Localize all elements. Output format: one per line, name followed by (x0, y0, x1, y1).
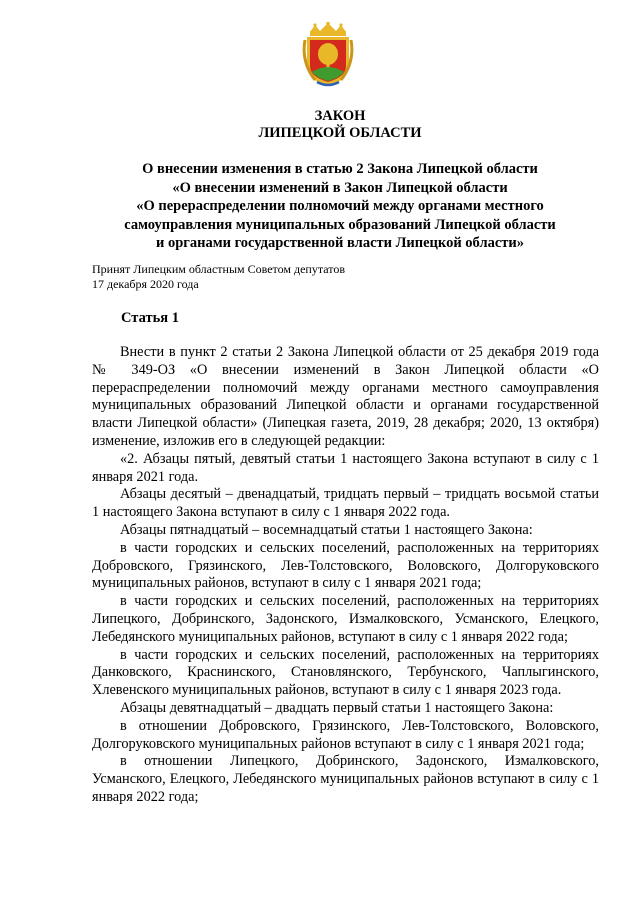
law-subtitle (70, 160, 610, 253)
paragraph: Абзацы пятнадцатый – восемнадцатый статьи 1 настоящего Закона: (120, 521, 533, 538)
subtitle-line: О внесении изменения в статью 2 Закона Липецкой области (142, 161, 538, 177)
adoption-note (92, 262, 345, 292)
paragraph: Внести в пункт 2 статьи 2 Закона Липецкой области от 25 декабря 2019 года № 349-ОЗ «О внесении изменений в Закон Липецкой области «О перераспределении полномочий между органами местного самоуправления муниципальных образований Липецкой области и органами государственной власти Липецкой области» (Липецкая газета, 2019, 28 декабря; 2020, 13 октября) изменение, изложив его в следующей редакции: (92, 344, 599, 449)
article-body (92, 344, 599, 807)
subtitle-line: «О внесении изменений в Закон Липецкой области (172, 179, 508, 196)
paragraph: в отношении Добровского, Грязинского, Лев-Толстовского, Воловского, Долгоруковского муниципальных районов вступают в силу с 1 января 2021 года; (92, 717, 599, 752)
article-heading: Статья 1 (121, 310, 179, 326)
adoption-date: 17 декабря 2020 года (92, 277, 199, 291)
lipetsk-coat-of-arms-icon (301, 22, 355, 88)
adoption-body: Принят Липецким областным Советом депутатов (92, 262, 346, 276)
law-title: ЗАКОН (314, 108, 366, 124)
law-region: ЛИПЕЦКОЙ ОБЛАСТИ (258, 125, 422, 141)
subtitle-line: и органами государственной власти Липецкой области» (155, 235, 524, 251)
paragraph: Абзацы девятнадцатый – двадцать первый статьи 1 настоящего Закона: (120, 699, 554, 716)
paragraph: «2. Абзацы пятый, девятый статьи 1 настоящего Закона вступают в силу с 1 января 2021 года. (92, 450, 599, 485)
paragraph: в части городских и сельских поселений, расположенных на территориях Добровского, Грязинского, Лев-Толстовского, Воловского, Долгоруковского муниципальных районов, вступают в силу с 1 января 2021 года; (92, 539, 599, 592)
paragraph: в отношении Липецкого, Добринского, Задонского, Измалковского, Усманского, Елецкого, Лебедянского муниципальных районов вступают в силу с 1 января 2022 года; (92, 753, 599, 805)
paragraph: в части городских и сельских поселений, расположенных на территориях Липецкого, Добринского, Задонского, Измалковского, Усманского, Елецкого, Лебедянского муниципальных районов, вступают в силу с 1 января 2022 года; (92, 593, 599, 645)
paragraph: в части городских и сельских поселений, расположенных на территориях Данковского, Краснинского, Становлянского, Тербунского, Чаплыгинского, Хлевенского муниципальных районов, вступают в силу с 1 января 2023 года. (92, 646, 599, 699)
paragraph: Абзацы десятый – двенадцатый, тридцать первый – тридцать восьмой статьи 1 настоящего Закона вступают в силу с 1 января 2022 года. (92, 486, 599, 521)
subtitle-line: самоуправления муниципальных образований Липецкой области (124, 216, 556, 233)
subtitle-line: «О перераспределении полномочий между органами местного (136, 198, 544, 214)
